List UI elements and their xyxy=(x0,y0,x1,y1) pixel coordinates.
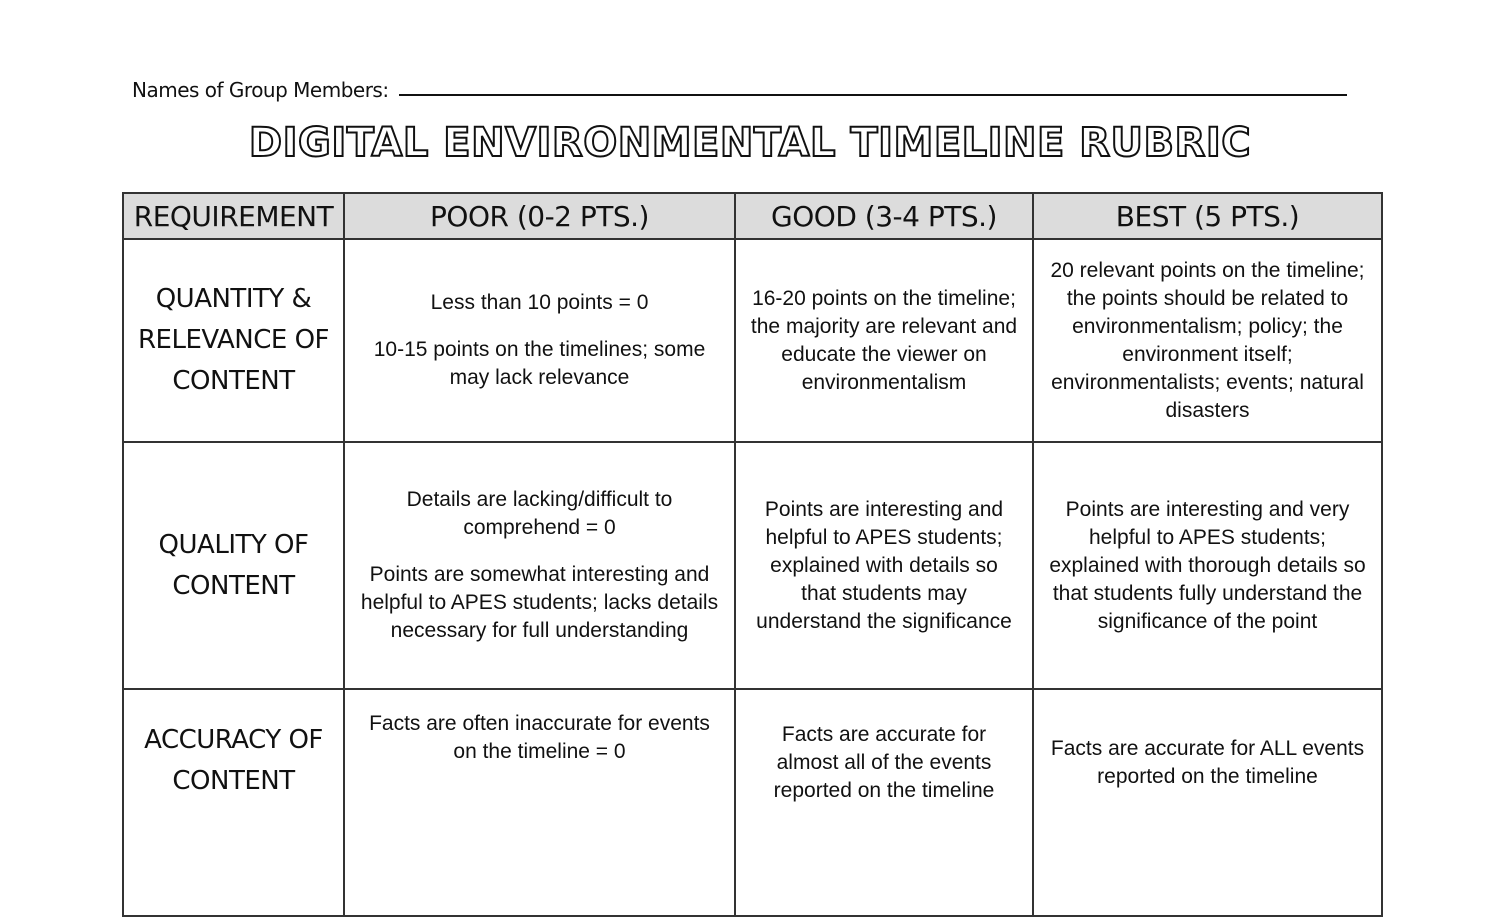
header-row xyxy=(123,193,1382,239)
poor-criterion: Facts are often inaccurate for events on the timeline = 0 xyxy=(369,712,710,763)
column-header-poor: POOR (0-2 PTS.) xyxy=(344,193,735,239)
requirement-cell: QUALITY OF CONTENT xyxy=(123,442,344,689)
poor-criterion: Details are lacking/difficult to comprehend = 0 xyxy=(406,488,673,539)
names-blank-line xyxy=(399,94,1347,96)
rubric-table xyxy=(122,192,1383,917)
good-cell: 16-20 points on the timeline; the majority are relevant and educate the viewer on environmentalism xyxy=(735,239,1033,442)
names-label: Names of Group Members: xyxy=(132,78,389,102)
poor-criterion: 10-15 points on the timelines; some may lack relevance xyxy=(373,338,706,389)
poor-criterion: Points are somewhat interesting and helpful to APES students; lacks details necessary for full understanding xyxy=(360,563,719,642)
table-row xyxy=(123,442,1382,689)
table-row xyxy=(123,239,1382,442)
best-cell: Facts are accurate for ALL events reported on the timeline xyxy=(1033,689,1382,916)
poor-cell xyxy=(344,442,735,689)
group-members-field xyxy=(132,78,1347,102)
poor-criterion: Less than 10 points = 0 xyxy=(430,291,649,314)
best-cell: 20 relevant points on the timeline; the points should be related to environmentalism; policy; the environment itself; environmentalists; events; natural disasters xyxy=(1033,239,1382,442)
requirement-cell: ACCURACY OF CONTENT xyxy=(123,689,344,916)
column-header-requirement: REQUIREMENT xyxy=(123,193,344,239)
poor-cell xyxy=(344,239,735,442)
good-cell: Facts are accurate for almost all of the events reported on the timeline xyxy=(735,689,1033,916)
requirement-cell: QUANTITY & RELEVANCE OF CONTENT xyxy=(123,239,344,442)
poor-cell xyxy=(344,689,735,916)
column-header-good: GOOD (3-4 PTS.) xyxy=(735,193,1033,239)
good-cell: Points are interesting and helpful to APES students; explained with details so that students may understand the significance xyxy=(735,442,1033,689)
table-row xyxy=(123,689,1382,916)
column-header-best: BEST (5 PTS.) xyxy=(1033,193,1382,239)
best-cell: Points are interesting and very helpful to APES students; explained with thorough details so that students fully understand the significance of the point xyxy=(1033,442,1382,689)
rubric-title: DIGITAL ENVIRONMENTAL TIMELINE RUBRIC xyxy=(248,120,1252,166)
